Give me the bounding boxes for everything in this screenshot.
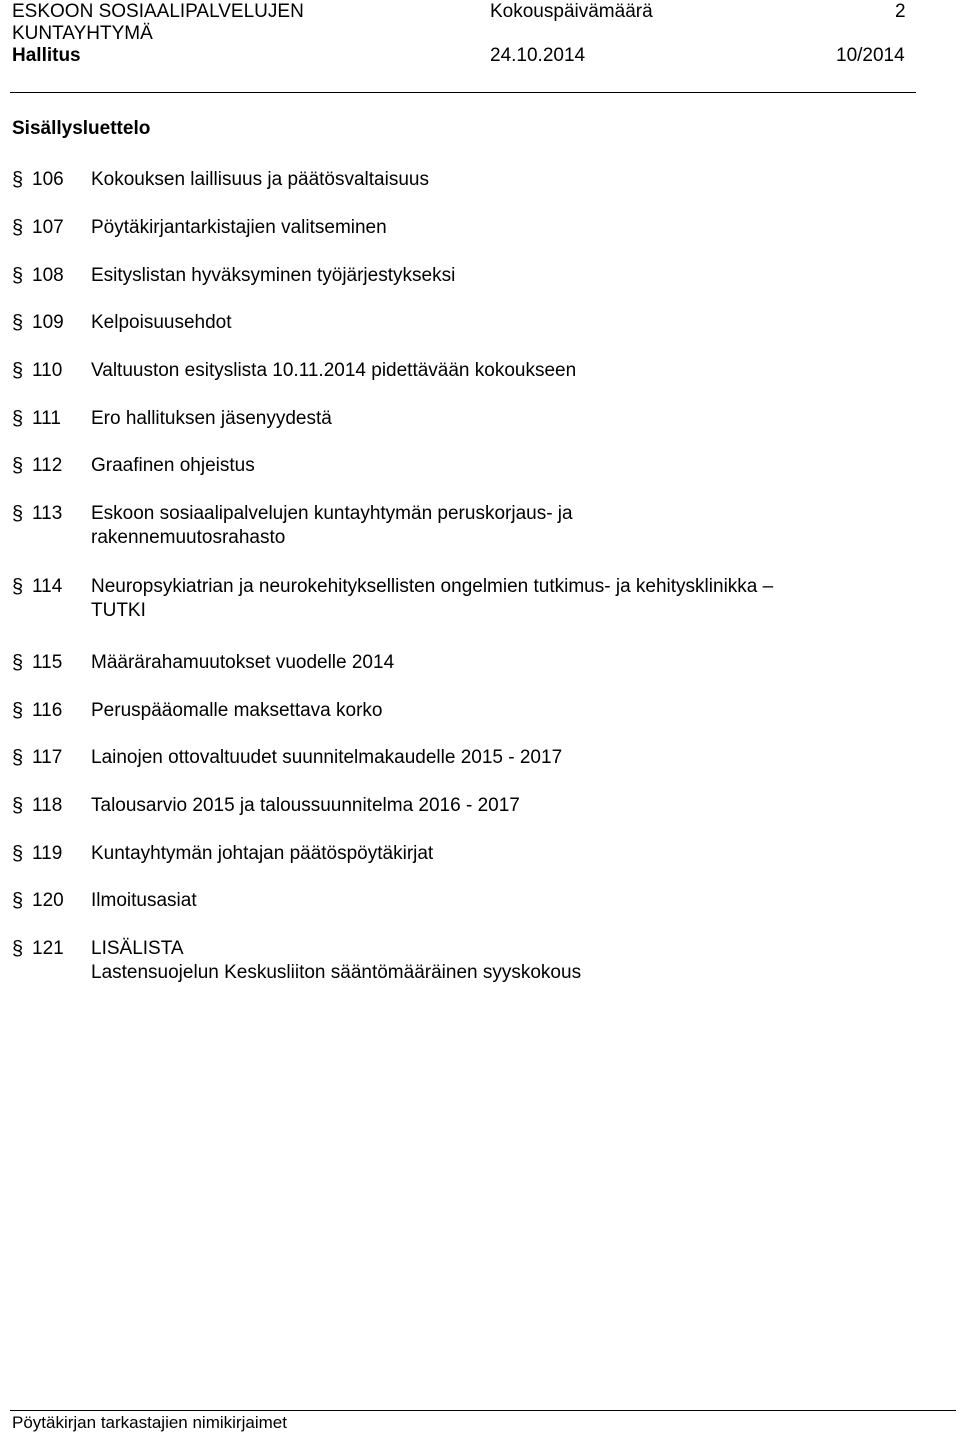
toc-item-title (91, 889, 942, 913)
toc-item-title (91, 651, 942, 675)
toc-item-title-line: Pöytäkirjantarkistajien valitseminen (91, 217, 387, 238)
toc-item (12, 842, 942, 866)
toc-item-title-line: rakennemuutosrahasto (91, 527, 286, 548)
toc-item (12, 168, 942, 192)
section-symbol: § (12, 169, 24, 191)
section-symbol: § (12, 360, 24, 382)
toc-item-title (91, 454, 942, 478)
toc-item-title (91, 699, 942, 723)
toc-item (12, 359, 942, 383)
toc-item (12, 311, 942, 335)
toc-item-title-line: Kokouksen laillisuus ja päätösvaltaisuus (91, 169, 429, 190)
toc-item-title-line: Esityslistan hyväksyminen työjärjestykseksi (91, 265, 456, 286)
meeting-date: 24.10.2014 (490, 45, 586, 66)
toc-item-title (91, 311, 942, 335)
toc-item-title-line: Ero hallituksen jäsenyydestä (91, 408, 332, 429)
section-symbol: § (12, 747, 24, 769)
section-symbol: § (12, 652, 24, 674)
toc-item-number: 119 (32, 843, 63, 864)
toc-item (12, 264, 942, 288)
section-symbol: § (12, 503, 24, 525)
toc-item-title-line: Graafinen ohjeistus (91, 455, 255, 476)
section-symbol: § (12, 455, 24, 477)
toc-item-number: 110 (32, 360, 63, 381)
toc-item (12, 699, 942, 723)
toc-item-title-line: Eskoon sosiaalipalvelujen kuntayhtymän peruskorjaus- ja (91, 503, 573, 524)
toc-item-number: 113 (32, 503, 63, 524)
toc-item-title-line: Kuntayhtymän johtajan päätöspöytäkirjat (91, 843, 434, 864)
section-symbol: § (12, 890, 24, 912)
section-symbol: § (12, 938, 24, 960)
toc-item-title-line: Peruspääomalle maksettava korko (91, 700, 383, 721)
signature-label: Pöytäkirjan tarkastajien nimikirjaimet (12, 1413, 287, 1432)
toc-item (12, 889, 942, 913)
toc-item-number: 118 (32, 795, 63, 816)
toc-item-title (91, 264, 942, 288)
page-number: 2 (895, 1, 906, 22)
section-symbol: § (12, 312, 24, 334)
toc-item-number: 106 (32, 169, 64, 190)
toc-item-number: 115 (32, 652, 63, 673)
section-symbol: § (12, 265, 24, 287)
org-name-line1: ESKOON SOSIAALIPALVELUJEN (12, 1, 304, 22)
org-name-line2: KUNTAYHTYMÄ (12, 23, 153, 44)
section-symbol: § (12, 217, 24, 239)
toc-item (12, 746, 942, 770)
toc-item-title-line: Määrärahamuutokset vuodelle 2014 (91, 652, 395, 673)
toc-item (12, 651, 942, 675)
toc-item-title (91, 216, 942, 240)
toc-item (12, 794, 942, 818)
toc-item-title (91, 359, 942, 383)
toc-item-number: 108 (32, 265, 64, 286)
toc-item-title-line: Lastensuojelun Keskusliiton sääntömääräinen syyskokous (91, 962, 582, 983)
toc-item-title-line: Talousarvio 2015 ja taloussuunnitelma 2016 - 2017 (91, 795, 520, 816)
toc-item (12, 454, 942, 478)
toc-item-number: 114 (32, 576, 63, 597)
header-rule (10, 92, 916, 93)
toc-item-title-line: Valtuuston esityslista 10.11.2014 pidettävään kokoukseen (91, 360, 577, 381)
toc-item-title-line: Neuropsykiatrian ja neurokehityksellisten ongelmien tutkimus- ja kehitysklinikka – (91, 576, 774, 597)
toc-item-title (91, 937, 942, 985)
toc-item (12, 502, 942, 550)
toc-item-number: 121 (32, 938, 64, 959)
toc-item-number: 112 (32, 455, 63, 476)
toc-item-title (91, 168, 942, 192)
toc-item-number: 117 (32, 747, 63, 768)
toc-item-title-line: TUTKI (91, 600, 146, 621)
section-symbol: § (12, 408, 24, 430)
toc-item (12, 575, 942, 623)
toc-item-title (91, 502, 942, 550)
toc-item-number: 107 (32, 217, 64, 238)
toc-item-title-line: LISÄLISTA (91, 938, 184, 959)
toc-item-title (91, 575, 942, 623)
section-symbol: § (12, 795, 24, 817)
section-symbol: § (12, 843, 24, 865)
toc-title: Sisällysluettelo (12, 118, 151, 139)
meeting-date-label: Kokouspäivämäärä (490, 1, 653, 22)
section-symbol: § (12, 576, 24, 598)
toc-item-title-line: Kelpoisuusehdot (91, 312, 232, 333)
toc-item-title (91, 746, 942, 770)
toc-item-number: 111 (32, 408, 61, 429)
toc-item-title (91, 842, 942, 866)
toc-item-title-line: Lainojen ottovaltuudet suunnitelmakaudelle 2015 - 2017 (91, 747, 563, 768)
meeting-number: 10/2014 (836, 45, 905, 66)
toc-item-number: 109 (32, 312, 64, 333)
toc-item-title (91, 794, 942, 818)
footer-rule (10, 1410, 956, 1411)
toc-item-number: 116 (32, 700, 63, 721)
toc-item (12, 407, 942, 431)
toc-item (12, 937, 942, 985)
toc-item-title-line: Ilmoitusasiat (91, 890, 197, 911)
body-name: Hallitus (12, 45, 81, 66)
toc-item-title (91, 407, 942, 431)
toc-item-number: 120 (32, 890, 64, 911)
toc-item (12, 216, 942, 240)
section-symbol: § (12, 700, 24, 722)
